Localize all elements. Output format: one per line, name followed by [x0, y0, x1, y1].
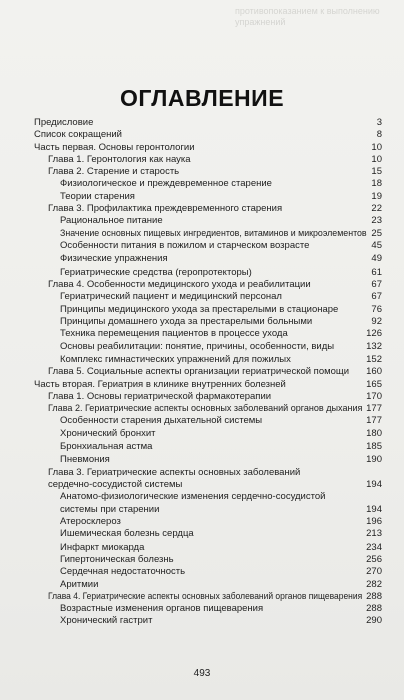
toc-entry-title: Основы реабилитации: понятие, причины, особенности, виды	[60, 340, 335, 352]
toc-entry-page: 15	[371, 166, 382, 178]
toc-entry	[34, 154, 382, 166]
toc-entry	[34, 415, 382, 427]
toc-entry-title: Хронический гастрит	[60, 615, 153, 627]
toc-entry-page: 256	[366, 553, 382, 565]
toc-entry	[34, 252, 382, 265]
toc-entry-title: Гериатрические средства (геропротекторы)	[60, 266, 252, 278]
toc-entry-title: Глава 5. Социальные аспекты организации гериатрической помощи	[48, 366, 350, 378]
toc-entry-page: 194	[366, 503, 382, 515]
toc-entry-title: Особенности питания в пожилом и старческом возрасте	[60, 239, 310, 251]
toc-entry	[34, 316, 382, 328]
toc-entry	[34, 215, 382, 227]
toc-entry-title: Пневмония	[60, 454, 110, 466]
toc-entry	[34, 528, 382, 540]
toc-entry	[34, 142, 382, 154]
toc-entry-page: 132	[366, 340, 382, 352]
toc-entry	[34, 266, 382, 279]
toc-entry-page: 196	[366, 515, 382, 527]
toc-entry-page: 19	[371, 190, 382, 202]
toc-entry-title: Физиологическое и преждевременное старение	[60, 178, 272, 190]
toc-entry-page: 234	[366, 541, 382, 553]
toc-entry-title: Инфаркт миокарда	[60, 541, 145, 553]
toc-entry-title: Значение основных пищевых ингредиентов, витаминов и микроэлементов	[60, 227, 367, 239]
toc-entry-page: 45	[371, 239, 382, 251]
toc-entry-page: 270	[366, 566, 382, 578]
toc-entry-title: системы при старении	[60, 503, 160, 515]
toc-entry-title: Возрастные изменения органов пищеварения	[60, 603, 264, 615]
toc-entry-title: Аритмии	[60, 578, 99, 590]
toc-entry	[34, 178, 382, 190]
toc-entry	[34, 129, 382, 141]
toc-entry-page: 185	[366, 441, 382, 452]
toc-entry	[34, 391, 382, 403]
toc-entry-title: Теории старения	[60, 190, 135, 202]
toc-entry-page: 213	[366, 528, 382, 540]
toc-entry-page: 160	[366, 366, 382, 378]
toc-entry-title: Принципы домашнего ухода за престарелыми больными	[60, 315, 313, 327]
toc-entry-title: Список сокращений	[34, 129, 122, 141]
toc-entry-page: 10	[371, 141, 382, 153]
toc-entry	[34, 504, 382, 516]
toc-entry-page: 290	[366, 615, 382, 627]
toc-entry-title: Принципы медицинского ухода за престарелыми в стационаре	[60, 303, 339, 315]
toc-entry	[34, 304, 382, 316]
toc-entry	[34, 591, 382, 603]
toc-entry-title: Глава 4. Гериатрические аспекты основных заболеваний органов пищеварения	[48, 590, 363, 602]
toc-entry-page: 177	[366, 415, 382, 427]
toc-entry-title: Бронхиальная астма	[60, 441, 153, 452]
toc-entry-title: Глава 3. Профилактика преждевременного старения	[48, 203, 283, 215]
toc-entry-page: 180	[366, 427, 382, 439]
toc-entry	[34, 341, 382, 353]
toc-entry-title: Часть первая. Основы геронтологии	[34, 141, 195, 153]
toc-entry-page: 8	[376, 129, 382, 141]
toc-entry-title: Часть вторая. Гериатрия в клинике внутренних болезней	[34, 378, 286, 390]
toc-entry	[34, 279, 382, 291]
toc-entry-title: Глава 3. Гериатрические аспекты основных заболеваний	[48, 466, 301, 478]
toc-entry-page: 22	[371, 203, 382, 215]
toc-entry-title: Ишемическая болезнь сердца	[60, 528, 194, 540]
toc-entry-page: 10	[371, 153, 382, 165]
toc-entry-page: 288	[366, 603, 382, 615]
toc-entry-page: 61	[371, 266, 382, 278]
toc-entry-title: Сердечная недостаточность	[60, 566, 186, 578]
toc-entry	[34, 516, 382, 528]
toc-entry-page: 165	[366, 378, 382, 390]
toc-entry	[34, 479, 382, 491]
toc-entry	[34, 541, 382, 554]
toc-entry-title: Особенности старения дыхательной системы	[60, 415, 263, 427]
toc-entry-page: 92	[371, 315, 382, 327]
toc-entry-page: 194	[366, 479, 382, 491]
toc-entry	[34, 203, 382, 215]
toc-entry	[34, 453, 382, 466]
toc-entry	[34, 554, 382, 566]
toc-entry	[34, 328, 382, 340]
toc-entry	[34, 491, 382, 503]
toc-entry	[34, 566, 382, 578]
bleed-through-text: противопоказанием к выполнению упражнений	[235, 6, 380, 27]
toc-entry-page: 282	[366, 578, 382, 590]
toc-entry-title: сердечно-сосудистой системы	[48, 479, 183, 491]
toc-entry-title: Комплекс гимнастических упражнений для пожилых	[60, 353, 291, 365]
toc-entry-title: Анатомо-физиологические изменения сердечно-сосудистой	[60, 491, 326, 503]
toc-entry-title: Глава 2. Гериатрические аспекты основных заболеваний органов дыхания	[48, 403, 363, 415]
toc-entry	[34, 240, 382, 252]
toc-entry	[34, 403, 382, 415]
toc-entry	[34, 379, 382, 391]
toc-entry	[34, 440, 382, 453]
toc-entry-page: 3	[376, 117, 382, 128]
toc-entry-title: Физические упражнения	[60, 253, 168, 265]
toc-entry-page: 152	[366, 353, 382, 365]
toc-entry-title: Атеросклероз	[60, 515, 121, 527]
toc-entry-page: 170	[366, 390, 382, 402]
toc-entry-page: 126	[366, 328, 382, 340]
toc-entry-title: Глава 4. Особенности медицинского ухода и реабилитации	[48, 279, 311, 291]
toc-entry-title: Глава 1. Основы гериатрической фармакотерапии	[48, 390, 272, 402]
toc-entry	[34, 166, 382, 178]
toc-entry-page: 23	[371, 215, 382, 227]
toc-entry-title: Глава 2. Старение и старость	[48, 166, 180, 178]
toc-entry	[34, 428, 382, 440]
toc-entry-page: 25	[371, 227, 382, 239]
toc-entry	[34, 353, 382, 366]
toc-entry-page: 67	[371, 279, 382, 291]
toc-entry	[34, 191, 382, 203]
toc-entry	[34, 291, 382, 303]
toc-entry-title: Предисловие	[34, 117, 94, 128]
page-title: ОГЛАВЛЕНИЕ	[119, 85, 285, 111]
toc-entry	[34, 579, 382, 591]
page-number: 493	[193, 668, 211, 679]
toc-entry	[34, 615, 382, 627]
toc-entry-page: 177	[366, 403, 382, 415]
toc-entry-page: 76	[371, 303, 382, 315]
toc-entry	[34, 228, 382, 240]
toc-entry-page: 67	[371, 291, 382, 303]
toc-entry	[34, 117, 382, 129]
toc-entry	[34, 467, 382, 479]
toc-entry-title: Гипертоническая болезнь	[60, 553, 174, 565]
toc-entry-title: Рациональное питание	[60, 215, 163, 227]
toc-entry-title: Хронический бронхит	[60, 427, 156, 439]
toc-entry-title: Глава 1. Геронтология как наука	[48, 153, 191, 165]
toc-entry-page: 288	[366, 590, 382, 602]
toc-entry-page: 190	[366, 454, 382, 466]
toc-entry-title: Гериатрический пациент и медицинский персонал	[60, 291, 282, 303]
toc-entry-title: Техника перемещения пациентов в процессе ухода	[60, 328, 288, 340]
table-of-contents	[34, 117, 382, 628]
toc-entry	[34, 603, 382, 615]
toc-entry-page: 49	[371, 253, 382, 265]
toc-entry-page: 18	[371, 178, 382, 190]
toc-entry	[34, 366, 382, 378]
